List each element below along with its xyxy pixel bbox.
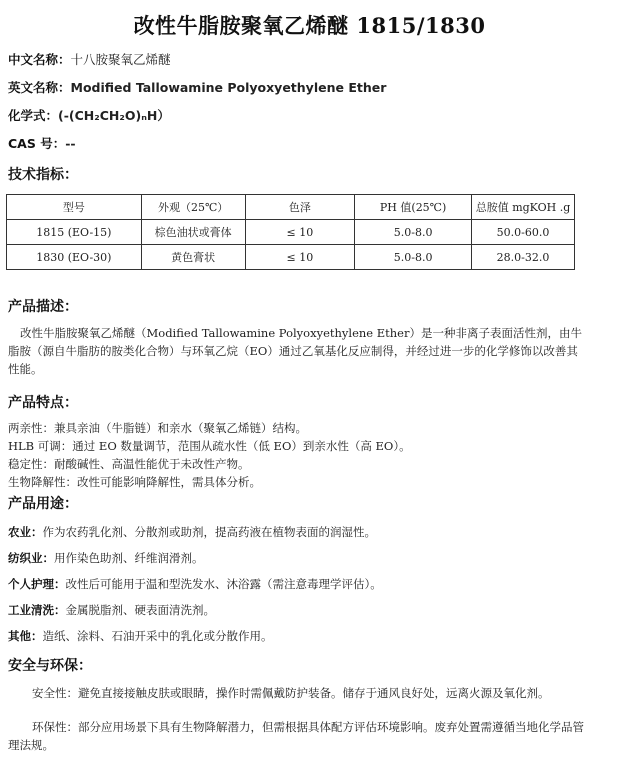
section-desc-heading: 产品描述： [8, 299, 78, 315]
section-uses-heading: 产品用途： [8, 496, 78, 512]
table-header-cell: 型号 [7, 195, 142, 220]
cas-value: -- [65, 136, 76, 151]
cn-name-row [8, 52, 171, 68]
cn-name-value: 十八胺聚氧乙烯醚 [70, 52, 171, 67]
feature-item: 生物降解性：改性可能影响降解性，需具体分析。 [8, 475, 261, 489]
environment-paragraph: 环保性：部分应用场景下具有生物降解潜力，但需根据具体配方评估环境影响。废弃处置需遵循当地化学品管理法规。 [8, 720, 584, 752]
table-cell: 50.0-60.0 [471, 220, 574, 245]
use-item [8, 602, 215, 618]
use-text: 改性后可能用于温和型洗发水、沐浴露（需注意毒理学评估）。 [65, 577, 382, 591]
table-header-row [7, 195, 575, 220]
table-cell: 1815 (EO-15) [7, 220, 142, 245]
use-label: 农业： [8, 525, 43, 539]
formula-row [8, 108, 170, 124]
table-cell: ≤ 10 [245, 220, 355, 245]
table-cell: 28.0-32.0 [471, 245, 574, 270]
table-cell: 1830 (EO-30) [7, 245, 142, 270]
spec-table [6, 194, 575, 270]
feature-item: 稳定性：耐酸碱性、高温性能优于未改性产物。 [8, 457, 250, 471]
cas-label: CAS 号： [8, 136, 66, 151]
use-text: 金属脱脂剂、硬表面清洗剂。 [65, 603, 215, 617]
table-row [7, 220, 575, 245]
use-text: 造纸、涂料、石油开采中的乳化或分散作用。 [42, 629, 273, 643]
use-item [8, 628, 273, 644]
document-title: 改性牛脂胺聚氧乙烯醚 1815/1830 [133, 13, 486, 38]
table-cell: 棕色油状或膏体 [141, 220, 245, 245]
table-header-cell: 总胺值 mgKOH .g [471, 195, 574, 220]
description-paragraph: 改性牛脂胺聚氧乙烯醚（Modified Tallowamine Polyoxyethylene Ether）是一种非离子表面活性剂，由牛脂胺（源自牛脂肪的胺类化合物）与环氧乙烷（EO）通过乙氧基化反应制得，并经过进一步的化学修饰以改善其性能。 [8, 326, 582, 376]
use-item [8, 524, 376, 540]
use-item [8, 576, 382, 592]
table-header-cell: 色泽 [245, 195, 355, 220]
use-text: 作为农药乳化剂、分散剂或助剂，提高药液在植物表面的润湿性。 [42, 525, 376, 539]
use-label: 个人护理： [8, 577, 66, 591]
use-label: 工业清洗： [8, 603, 66, 617]
table-cell: 黄色膏状 [141, 245, 245, 270]
en-name-label: 英文名称： [8, 80, 71, 95]
formula-value: (-(CH₂CH₂O)ₙH） [58, 108, 170, 123]
use-label: 纺织业： [8, 551, 54, 565]
section-safety-heading: 安全与环保： [8, 658, 92, 674]
feature-item: 两亲性：兼具亲油（牛脂链）和亲水（聚氧乙烯链）结构。 [8, 421, 307, 435]
use-item [8, 550, 204, 566]
safety-paragraph: 安全性：避免直接接触皮肤或眼睛，操作时需佩戴防护装备。储存于通风良好处，远离火源及氧化剂。 [32, 686, 550, 700]
table-cell: ≤ 10 [245, 245, 355, 270]
table-row [7, 245, 575, 270]
feature-item: HLB 可调：通过 EO 数量调节，范围从疏水性（低 EO）到亲水性（高 EO）。 [8, 439, 411, 453]
en-name-row [8, 80, 386, 96]
table-header-cell: PH 值(25℃) [355, 195, 472, 220]
table-header-cell: 外观（25℃） [141, 195, 245, 220]
use-label: 其他： [8, 629, 43, 643]
formula-label: 化学式： [8, 108, 59, 123]
cn-name-label: 中文名称： [8, 52, 71, 67]
cas-row [8, 136, 76, 152]
en-name-value: Modified Tallowamine Polyoxyethylene Ether [70, 80, 387, 95]
section-spec-heading: 技术指标： [8, 167, 78, 183]
table-cell: 5.0-8.0 [355, 245, 472, 270]
section-features-heading: 产品特点： [8, 395, 78, 411]
table-cell: 5.0-8.0 [355, 220, 472, 245]
use-text: 用作染色助剂、纤维润滑剂。 [54, 551, 204, 565]
